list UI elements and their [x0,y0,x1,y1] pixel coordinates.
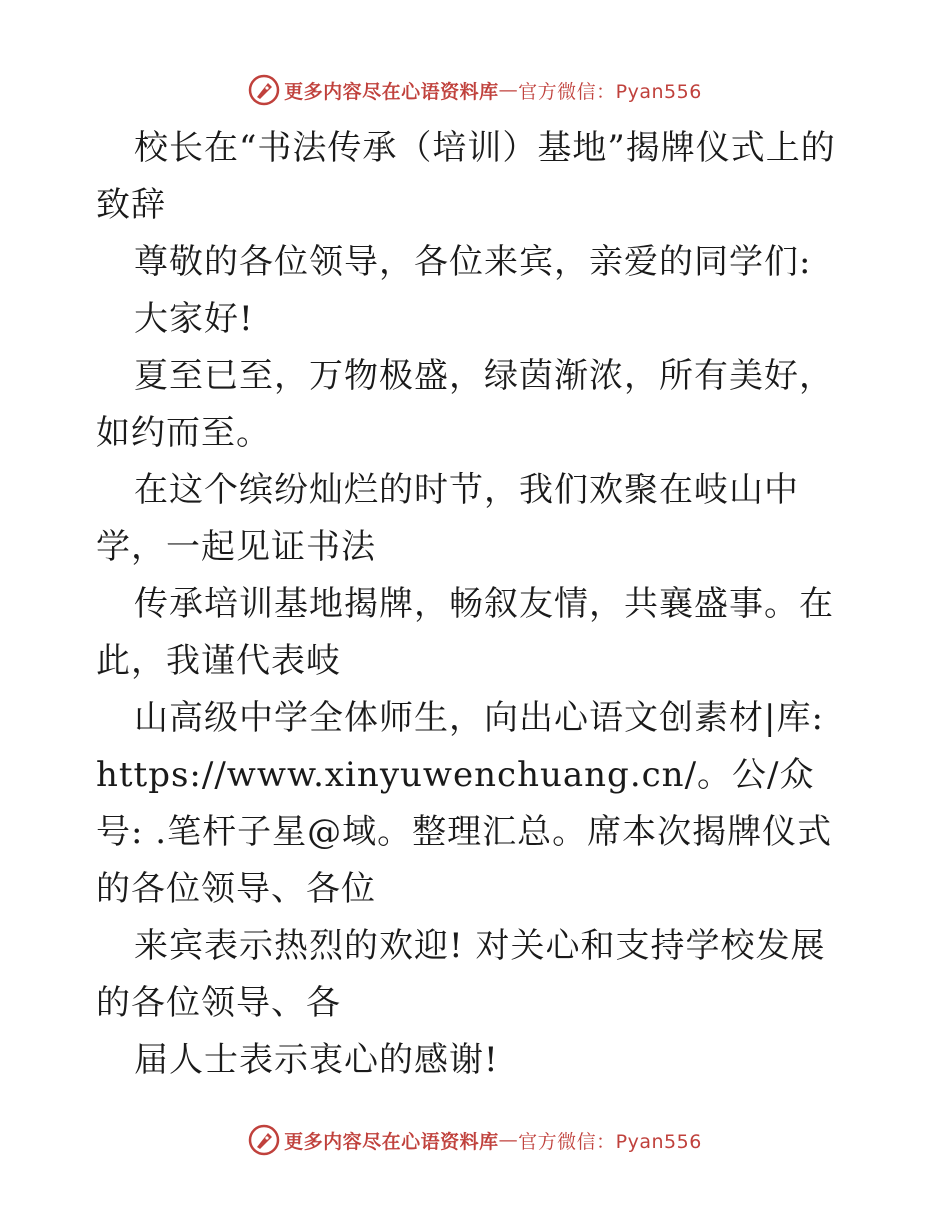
document-body [96,120,856,1089]
banner-wechat: 官方微信：Pyan556 [518,80,702,103]
pen-nib-logo-icon [248,74,280,106]
banner-brand: 更多内容尽在心语资料库 [284,80,499,103]
paragraph-greeting: 尊敬的各位领导，各位来宾，亲爱的同学们: [134,242,812,282]
paragraph: 在这个缤纷灿烂的时节，我们欢聚在岐山中学，一起见证书法 [96,470,799,567]
pen-nib-logo-icon [248,1124,280,1156]
banner-separator: — [498,1129,519,1151]
paragraph-hello: 大家好! [134,299,254,339]
banner-wechat: 官方微信：Pyan556 [518,1130,702,1153]
paragraph: 传承培训基地揭牌，畅叙友情，共襄盛事。在此，我谨代表岐 [96,584,834,681]
banner-separator: — [498,79,519,101]
footer-banner [0,1122,950,1158]
paragraph: 山高级中学全体师生，向出心语文创素材|库: https://www.xinyuwenchuang.cn/。公/众号: .笔杆子星@域。整理汇总。席本次揭牌仪式的各位领导、各位 [96,698,833,909]
banner-brand: 更多内容尽在心语资料库 [284,1130,499,1153]
document-title: 校长在“书法传承（培训）基地”揭牌仪式上的致辞 [96,128,836,225]
paragraph: 来宾表示热烈的欢迎! 对关心和支持学校发展的各位领导、各 [96,926,826,1023]
paragraph: 夏至已至，万物极盛，绿茵渐浓，所有美好，如约而至。 [96,356,834,453]
header-banner [0,72,950,108]
paragraph: 届人士表示衷心的感谢! [134,1040,499,1080]
